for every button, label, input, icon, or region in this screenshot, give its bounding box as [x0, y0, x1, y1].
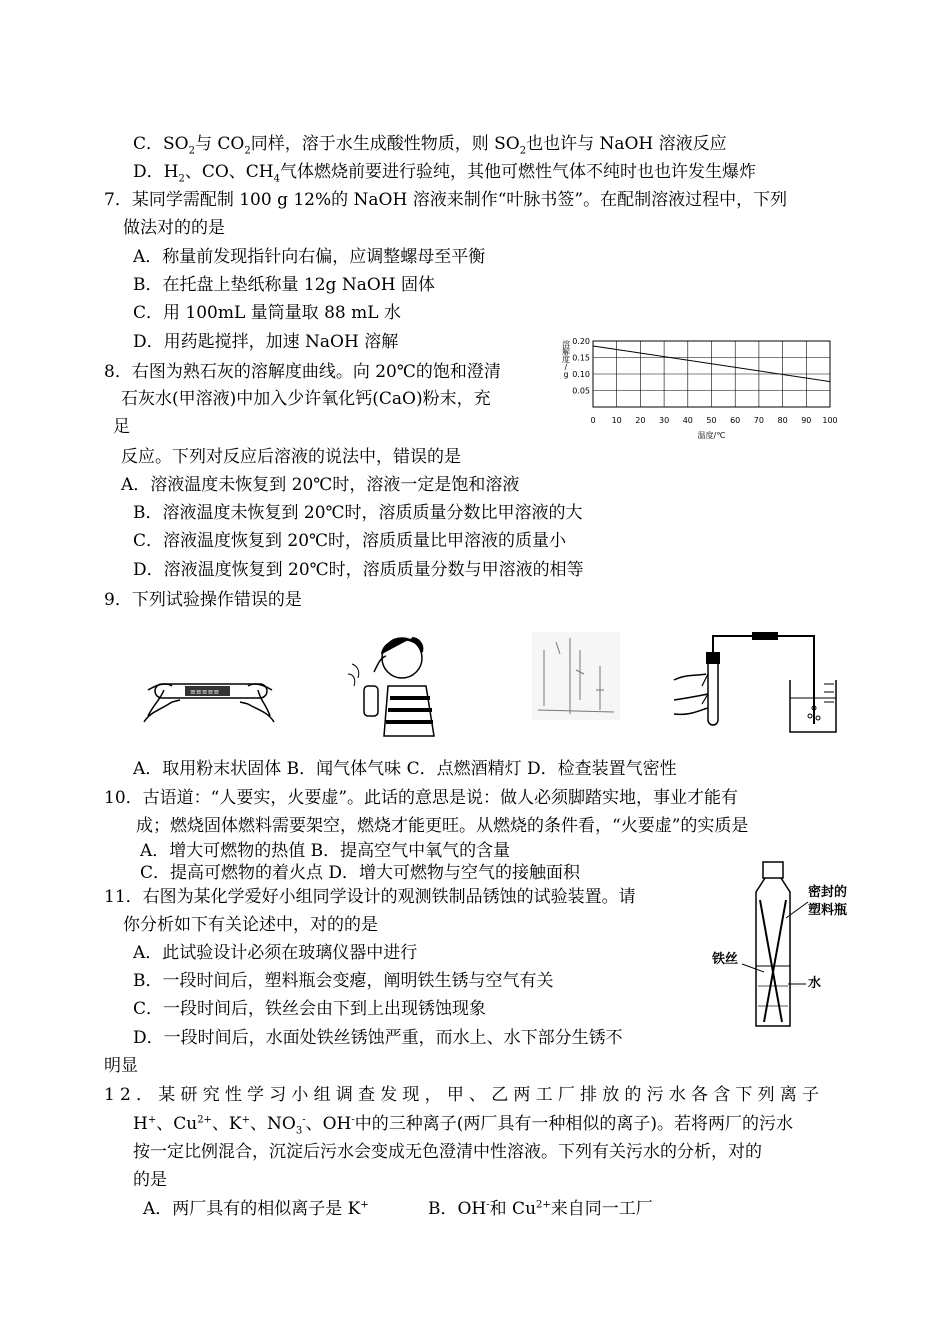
q12-option-a: A．两厂具有的相似离子是 K+: [143, 1199, 369, 1219]
q8-option-c: C．溶液温度恢复到 20℃时，溶质质量比甲溶液的质量小: [133, 531, 567, 551]
q12-stem-3: 按一定比例混合，沉淀后污水会变成无色澄清中性溶液。下列有关污水的分析，对的: [133, 1142, 762, 1162]
q12-option-b: B．OH-和 $Cu^{2+}$来自同一工厂: [428, 1199, 653, 1219]
chart-y-label-char: /: [564, 362, 568, 372]
fig-smell-gas: [338, 628, 440, 740]
chart-x-tick-label: 80: [777, 416, 788, 425]
q10-options-ab: A．增大可燃物的热值 B．提高空气中氧气的含量: [140, 841, 511, 861]
q8-option-d: D．溶液温度恢复到 20℃时，溶质质量分数与甲溶液的相等: [133, 560, 584, 580]
fig-label-bottle-1: 密封的: [808, 885, 848, 900]
q8-stem-2: 石灰水(甲溶液)中加入少许氧化钙(CaO)粉末，充: [121, 389, 491, 409]
q6-option-d: D．$H_2$、CO、$CH_4$气体燃烧前要进行验纯，其他可燃性气体不纯时也也许发生爆炸: [133, 162, 756, 185]
q11-option-d-cont: 明显: [104, 1056, 138, 1076]
q11-option-a: A．此试验设计必须在玻璃仪器中进行: [133, 943, 418, 963]
chart-x-tick-label: 70: [753, 416, 764, 425]
q11-stem: 11．右图为某化学爱好小组同学设计的观测铁制品锈蚀的试验装置。请: [104, 887, 636, 907]
chart-x-tick-label: 60: [730, 416, 741, 425]
chart-x-tick-label: 50: [706, 416, 717, 425]
chart-x-tick-label: 20: [635, 416, 646, 425]
q10-options-cd: C．提高可燃物的着火点 D．增大可燃物与空气的接触面积: [140, 863, 581, 883]
q10-stem: 10．古语道：“人要实，火要虚”。此话的意思是说：做人必须脚踏实地，事业才能有: [104, 788, 739, 808]
chart-y-tick-label: 0.10: [572, 370, 590, 379]
q12-stem-2: H+、$Cu^{2+}$、K+、$NO_3^-$、OH-中的三种离子(两厂具有一种相似的离子)。若将两厂的污水: [133, 1114, 794, 1137]
q7-option-c: C．用 100mL 量筒量取 88 mL 水: [133, 303, 401, 323]
q11-option-c: C．一段时间后，铁丝会由下到上出现锈蚀现象: [133, 999, 487, 1019]
chart-y-tick-label: 0.20: [572, 337, 590, 346]
chart-y-tick-label: 0.05: [572, 386, 590, 396]
fig-label-wire: 铁丝: [712, 952, 739, 967]
chart-x-tick-label: 40: [682, 416, 693, 425]
q11-stem-2: 你分析如下有关论述中，对的的是: [123, 915, 378, 935]
chart-x-axis-label: 温度/℃: [697, 431, 726, 440]
q9-stem: 9．下列试验操作错误的是: [104, 590, 302, 610]
fig-label-bottle-2: 塑料瓶: [808, 903, 848, 918]
q12-stem-4: 的是: [133, 1170, 167, 1190]
q8-option-a: A．溶液温度未恢复到 20℃时，溶液一定是饱和溶液: [121, 475, 520, 495]
chart-y-tick-label: 0.15: [572, 353, 590, 363]
q12-stem: 12．某研究性学习小组调查发现，甲、乙两工厂排放的污水各含下列离子: [104, 1085, 825, 1105]
q7-stem-cont: 做法对的的是: [123, 218, 225, 238]
q11-option-b: B．一段时间后，塑料瓶会变瘪，阐明铁生锈与空气有关: [133, 971, 554, 991]
q8-stem-4: 反应。下列对反应后溶液的说法中，错误的是: [121, 447, 461, 467]
chart-y-label-char: g: [563, 370, 569, 379]
chart-x-tick-label: 90: [801, 416, 812, 425]
chart-x-tick-label: 0: [590, 416, 596, 425]
q7-option-a: A．称量前发现指针向右偏，应调整螺母至平衡: [133, 247, 486, 267]
q8-stem: 8．右图为熟石灰的溶解度曲线。向 20℃的饱和澄清: [104, 362, 501, 382]
q7-option-b: B．在托盘上垫纸称量 12g NaOH 固体: [133, 275, 435, 295]
q7-option-d: D．用药匙搅拌，加速 NaOH 溶解: [133, 332, 399, 352]
fig-powder-tube: [140, 660, 280, 740]
chart-y-axis-label: [562, 339, 570, 379]
q9-options: A．取用粉末状固体 B．闻气体气味 C．点燃酒精灯 D．检查装置气密性: [133, 759, 677, 779]
chart-y-label-char: 度: [562, 355, 570, 364]
chart-x-tick-label: 100: [822, 416, 838, 425]
q8-option-b: B．溶液温度未恢复到 20℃时，溶质质量分数比甲溶液的大: [133, 503, 583, 523]
svg-text:≡≡≡≡≡: ≡≡≡≡≡: [190, 688, 220, 696]
q10-stem-2: 成；燃烧固体燃料需要架空，燃烧才能更旺。从燃烧的条件看，“火要虚”的实质是: [136, 816, 749, 836]
fig-airtight-check: [672, 624, 842, 736]
chart-y-label-char: 溶: [562, 340, 570, 349]
solubility-chart: [558, 333, 848, 445]
q6-option-c: C．$SO_2$与 $CO_2$同样，溶于水生成酸性物质，则 $SO_2$也也许与 NaOH 溶液反应: [133, 134, 727, 157]
q11-option-d: D．一段时间后，水面处铁丝锈蚀严重，而水上、水下部分生锈不: [133, 1028, 623, 1048]
q7-stem: 7．某同学需配制 100 g 12%的 NaOH 溶液来制作“叶脉书签”。在配制溶液过程中，下列: [104, 190, 788, 210]
chart-x-tick-label: 30: [659, 416, 670, 425]
chart-x-tick-label: 10: [611, 416, 622, 425]
fig-light-lamp: [530, 630, 622, 722]
chart-y-label-char: 解: [562, 347, 570, 357]
q8-stem-3: 足: [113, 417, 130, 437]
fig-label-water: 水: [808, 976, 822, 991]
